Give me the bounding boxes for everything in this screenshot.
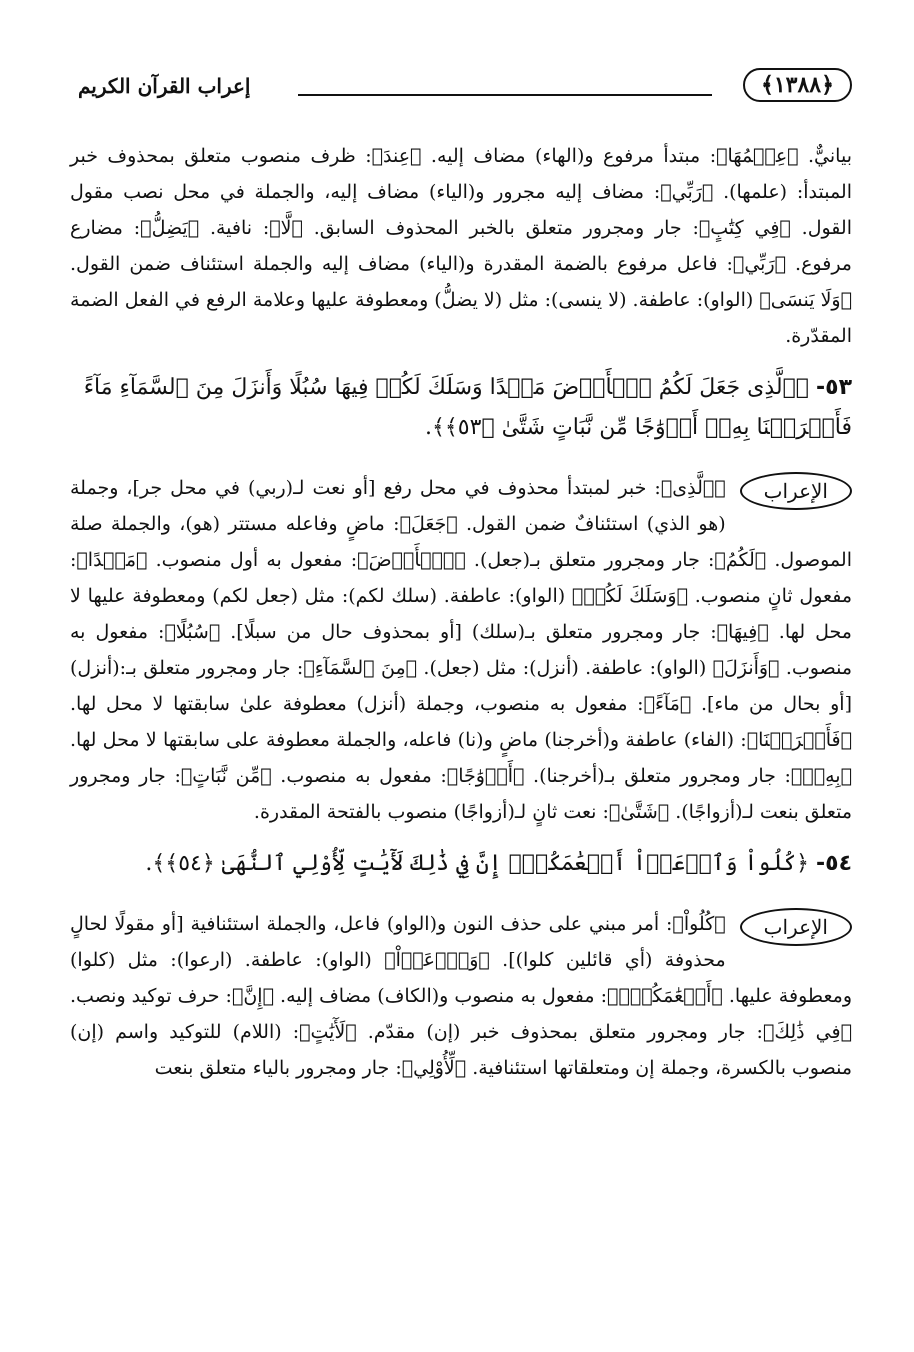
page-number: ﴿١٣٨٨﴾ — [743, 68, 852, 102]
verse-text: ﴿كُلُواْ وَٱرۡعَوۡاْ أَنۡعَٰمَكُمۡۚ إِنَّ فِي ذَٰلِكَ لَأٓيَٰتٍ لِّأُوْلِي ٱلنُّهَىٰ ﴿٥٤﴾﴾. — [145, 851, 809, 876]
irab-section-53 — [70, 470, 852, 830]
irab-label: الإعراب — [740, 908, 852, 946]
irab-section-54 — [70, 906, 852, 1086]
book-title: إعراب القرآن الكريم — [78, 74, 251, 98]
irab-paragraph: ﴿ٱلَّذِى﴾: خبر لمبتدأ محذوف في محل رفع [أو نعت لـ(ربي) في محل جر]، وجملة (هو الذي) استئنافٌ ضمن القول. ﴿جَعَلَ﴾: ماضٍ وفاعله مستتر (هو)، والجملة صلة الموصول. ﴿لَكُمُ﴾: جار ومجرور متعلق بـ(جعل). ﴿ٱلۡأَرۡضَ﴾: مفعول به أول منصوب. ﴿مَهۡدًا﴾: مفعول ثانٍ منصوب. ﴿وَسَلَكَ لَكُمۡ﴾ (الواو): عاطفة. (سلك لكم): مثل (جعل لكم) ومعطوفة عليها لا محل لها. ﴿فِيهَا﴾: جار ومجرور متعلق بـ(سلك) [أو بمحذوف حال من سبلًا]. ﴿سُبُلًا﴾: مفعول به منصوب. ﴿وَأَنزَلَ﴾ (الواو): عاطفة. (أنزل): مثل (جعل). ﴿مِنَ ٱلسَّمَآءِ﴾: جار ومجرور متعلق بـ:(أنزل) [أو بحال من ماء]. ﴿مَآءً﴾: مفعول به منصوب، وجملة (أنزل) معطوفة علىٰ سابقتها لا محل لها. ﴿فَأَخۡرَجۡنَا﴾: (الفاء) عاطفة و(أخرجنا) ماضٍ و(نا) فاعله، والجملة معطوفة على سابقتها لا محل لها. ﴿بِهِۦٓ﴾: جار ومجرور متعلق بـ(أخرجنا). ﴿أَزۡوَٰجًا﴾: مفعول به منصوب. ﴿مِّن نَّبَاتٍ﴾: جار ومجرور متعلق بنعت لـ(أزواجًا). ﴿شَتَّىٰ﴾: نعت ثانٍ لـ(أزواجًا) منصوب بالفتحة المقدرة. — [70, 477, 852, 823]
verse-text: ﴿ٱلَّذِى جَعَلَ لَكُمُ ٱلۡأَرۡضَ مَهۡدًا وَسَلَكَ لَكُمۡ فِيهَا سُبُلًا وَأَنزَلَ مِنَ ٱلسَّمَآءِ مَآءً فَأَخۡرَجۡنَا بِهِۦٓ أَزۡوَٰجًا مِّن نَّبَاتٍ شَتَّىٰ ﴿٥٣﴾﴾. — [83, 375, 852, 440]
page-header — [78, 64, 852, 108]
irab-paragraph: ﴿كُلُواْ﴾: أمر مبني على حذف النون و(الواو) فاعل، والجملة استئنافية [أو مقولًا لحالٍ محذوفة (أي قائلين كلوا)]. ﴿وَٱرۡعَوۡاْ﴾ (الواو): عاطفة. (ارعوا): مثل (كلوا) ومعطوفة عليها. ﴿أَنۡعَٰمَكُمۡۚ﴾: مفعول به منصوب و(الكاف) مضاف إليه. ﴿إِنَّ﴾: حرف توكيد ونصب. ﴿فِي ذَٰلِكَ﴾: جار ومجرور متعلق بمحذوف خبر (إن) مقدّم. ﴿لَأٓيَٰتٍ﴾: (اللام) للتوكيد واسم (إن) منصوب بالكسرة، وجملة إن ومتعلقاتها استئنافية. ﴿لِّأُوْلِي﴾: جار ومجرور بالياء متعلق بنعت — [70, 913, 852, 1079]
page-content — [70, 138, 852, 1086]
verse-53 — [70, 368, 852, 448]
irab-label: الإعراب — [740, 472, 852, 510]
header-rule — [298, 94, 712, 96]
intro-paragraph: بيانيٌّ. ﴿عِلۡمُهَا﴾: مبتدأ مرفوع و(الهاء) مضاف إليه. ﴿عِندَ﴾: ظرف منصوب متعلق بمحذوف خبر المبتدأ: (علمها). ﴿رَبِّي﴾: مضاف إليه مجرور و(الياء) مضاف إليه، والجملة في محل نصب مقول القول. ﴿فِي كِتَٰبٍ﴾: جار ومجرور متعلق بالخبر المحذوف السابق. ﴿لَّا﴾: نافية. ﴿يَضِلُّ﴾: مضارع مرفوع. ﴿رَبِّي﴾: فاعل مرفوع بالضمة المقدرة و(الياء) مضاف إليه والجملة استئناف ضمن القول. ﴿وَلَا يَنسَى﴾ (الواو): عاطفة. (لا ينسى): مثل (لا يضلُّ) ومعطوفة عليها وعلامة الرفع في الفعل الضمة المقدّرة. — [70, 145, 852, 347]
verse-number: ٥٤- — [816, 851, 852, 876]
verse-number: ٥٣- — [816, 375, 852, 400]
verse-54 — [70, 844, 852, 884]
